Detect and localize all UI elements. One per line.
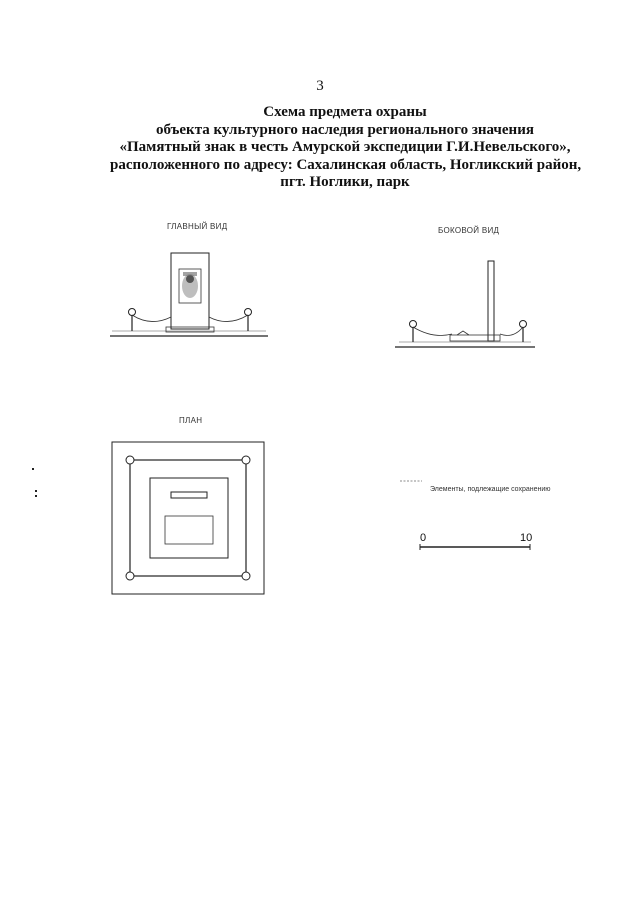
scale-start-label: 0 xyxy=(420,532,427,544)
scale-bar xyxy=(418,543,534,551)
front-view-drawing xyxy=(110,245,270,345)
title-line-4: расположенного по адресу: Сахалинская область, Ногликский район, xyxy=(110,156,582,173)
title-line-5: пгт. Ноглики, парк xyxy=(280,174,410,190)
margin-mark xyxy=(35,490,37,492)
scale-end-label: 10 xyxy=(520,532,533,544)
margin-mark xyxy=(32,468,34,470)
side-view-drawing xyxy=(395,255,545,355)
title-line-3: «Памятный знак в честь Амурской экспедиции Г.И.Невельского», xyxy=(119,139,571,155)
plan-drawing xyxy=(110,440,268,598)
legend-text: Элементы, подлежащие сохранению xyxy=(430,486,551,493)
plan-label: ПЛАН xyxy=(179,416,203,425)
title-line-1: Схема предмета охраны xyxy=(263,104,427,120)
margin-mark xyxy=(35,495,37,497)
front-view-label: ГЛАВНЫЙ ВИД xyxy=(167,222,228,231)
side-view-label: БОКОВОЙ ВИД xyxy=(438,226,500,235)
page-number: 3 xyxy=(316,78,324,94)
legend-line-sample xyxy=(400,478,424,484)
document-title xyxy=(110,104,580,192)
title-line-2: объекта культурного наследия регионального значения xyxy=(156,121,534,138)
